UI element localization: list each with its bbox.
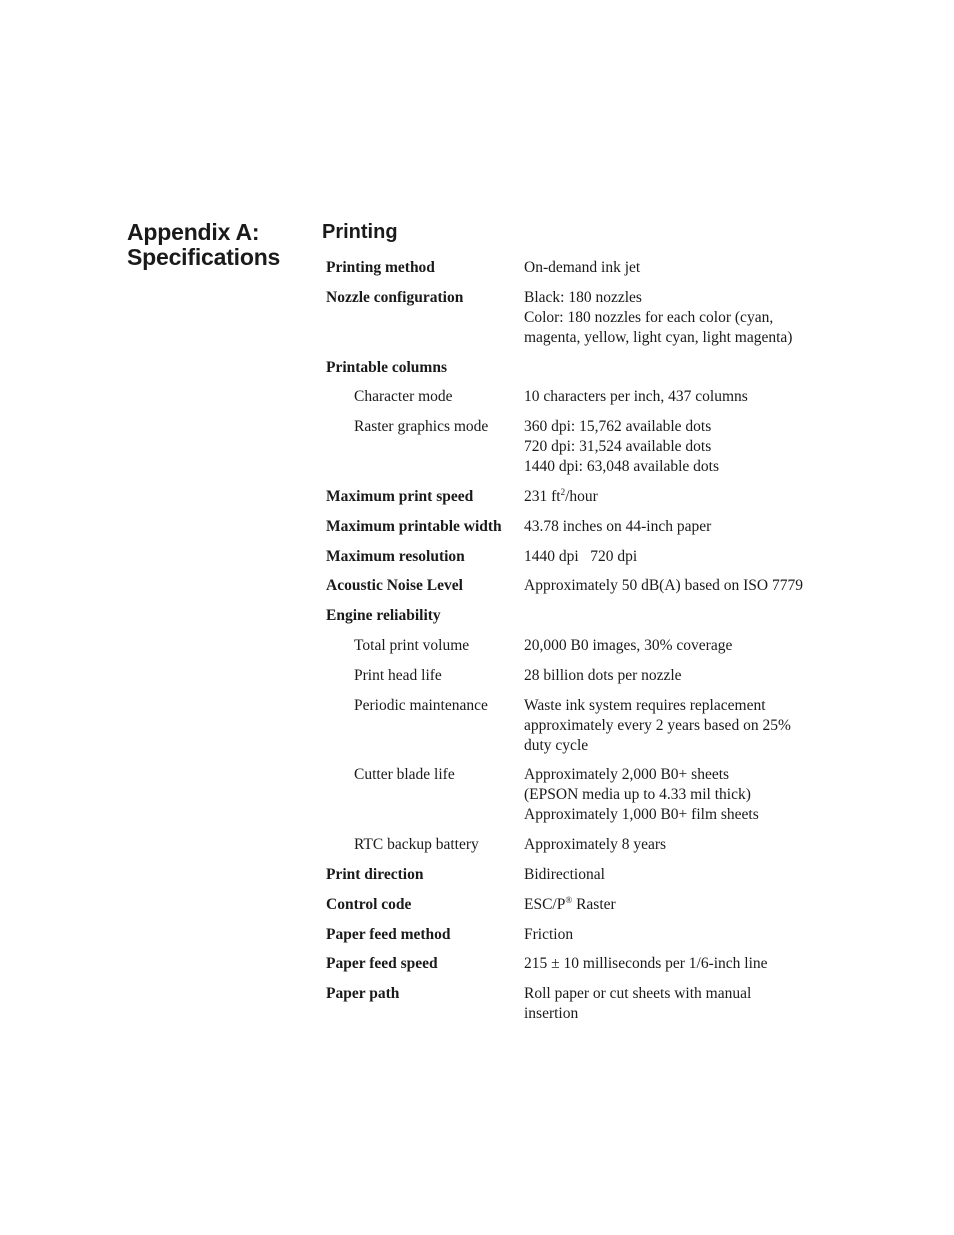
spec-value-line: (EPSON media up to 4.33 mil thick): [524, 786, 751, 804]
registered-mark: ®: [565, 894, 573, 905]
spec-label: Printing method: [326, 259, 435, 276]
spec-row-cutter-blade-life: [326, 765, 846, 825]
spec-value-line: On-demand ink jet: [524, 259, 641, 276]
spec-sublabel: Character mode: [354, 388, 453, 406]
spec-value-line: 215 ± 10 milliseconds per 1/6-inch line: [524, 955, 768, 973]
spec-row-total-print-volume: [326, 636, 846, 656]
spec-value-line: 43.78 inches on 44-inch paper: [524, 517, 712, 535]
spec-value-line: Friction: [524, 925, 574, 943]
spec-value: [524, 865, 846, 885]
spec-value-line: insertion: [524, 1005, 579, 1023]
spec-value-line: Approximately 1,000 B0+ film sheets: [524, 806, 759, 824]
spec-value: [524, 925, 846, 945]
spec-value: [524, 666, 846, 686]
spec-value: [524, 696, 846, 756]
spec-value: [524, 984, 846, 1024]
spec-label: Paper feed method: [326, 925, 451, 943]
spec-row-raster-graphics-mode: [326, 417, 846, 477]
spec-row-character-mode: [326, 387, 846, 407]
spec-label: Print direction: [326, 865, 424, 883]
spec-row-maximum-print-speed: [326, 487, 846, 507]
spec-row-printable-columns: [326, 358, 846, 378]
spec-sublabel: Periodic maintenance: [354, 696, 488, 714]
spec-row-print-direction: [326, 865, 846, 885]
spec-value-text: ESC/P: [524, 895, 566, 913]
spec-label: Maximum resolution: [326, 547, 465, 565]
spec-value: [524, 487, 846, 507]
spec-label: Printable columns: [326, 358, 447, 376]
spec-value-line: duty cycle: [524, 736, 589, 754]
spec-value-text: 231 ft: [524, 487, 561, 505]
spec-row-paper-feed-speed: [326, 954, 846, 974]
spec-value: [524, 387, 846, 407]
spec-value: [524, 547, 846, 567]
spec-value: [524, 517, 846, 537]
spec-value-line: Black: 180 nozzles: [524, 288, 642, 306]
spec-value-line: 1440 dpi: 63,048 available dots: [524, 458, 720, 476]
spec-value-line: 1440 dpi 720 dpi: [524, 547, 638, 565]
spec-label: Acoustic Noise Level: [326, 577, 463, 595]
spec-value-line: [524, 487, 846, 507]
spec-value-line: 10 characters per inch, 437 columns: [524, 388, 748, 406]
spec-sublabel: Total print volume: [354, 636, 470, 654]
spec-sublabel: Print head life: [354, 666, 442, 684]
spec-sublabel: Raster graphics mode: [354, 418, 489, 436]
spec-value-line: Color: 180 nozzles for each color (cyan,: [524, 308, 774, 326]
appendix-title: [127, 220, 317, 270]
spec-label: Nozzle configuration: [326, 288, 464, 306]
section-title: Printing: [322, 221, 398, 243]
appendix-title-line-1: Appendix A:: [127, 219, 260, 245]
spec-label: Paper path: [326, 985, 400, 1003]
spec-value: [524, 417, 846, 477]
spec-value: [524, 954, 846, 974]
spec-value-line: Approximately 2,000 B0+ sheets: [524, 766, 730, 784]
spec-value: [524, 636, 846, 656]
spec-value: [524, 288, 846, 348]
spec-value-line: Waste ink system requires replacement: [524, 696, 766, 714]
spec-row-paper-feed-method: [326, 925, 846, 945]
spec-value-text: Raster: [572, 895, 616, 913]
spec-value: [524, 835, 846, 855]
spec-label: Maximum printable width: [326, 517, 502, 535]
spec-sublabel: RTC backup battery: [354, 836, 479, 854]
spec-row-paper-path: [326, 984, 846, 1024]
spec-row-acoustic-noise-level: [326, 576, 846, 596]
spec-row-rtc-backup-battery: [326, 835, 846, 855]
spec-row-engine-reliability: [326, 606, 846, 626]
appendix-title-line-2: Specifications: [127, 244, 281, 270]
spec-value: [524, 258, 846, 278]
spec-row-print-head-life: [326, 666, 846, 686]
spec-value-line: 360 dpi: 15,762 available dots: [524, 418, 712, 436]
spec-value-text: /hour: [565, 487, 598, 505]
spec-value: [524, 576, 846, 596]
spec-value: [524, 606, 846, 626]
spec-value-line: [524, 895, 846, 915]
spec-label: Maximum print speed: [326, 487, 474, 505]
superscript: 2: [560, 486, 566, 497]
spec-sublabel: Cutter blade life: [354, 766, 455, 784]
spec-value-line: 28 billion dots per nozzle: [524, 666, 682, 684]
spec-value-line: Approximately 8 years: [524, 836, 667, 854]
spec-row-periodic-maintenance: [326, 696, 846, 756]
spec-value-line: 20,000 B0 images, 30% coverage: [524, 636, 733, 654]
spec-row-nozzle-configuration: [326, 288, 846, 348]
spec-label: Engine reliability: [326, 607, 441, 625]
spec-value-line: Approximately 50 dB(A) based on ISO 7779: [524, 577, 803, 595]
spec-row-maximum-printable-width: [326, 517, 846, 537]
spec-label: Paper feed speed: [326, 955, 438, 973]
spec-value-line: Roll paper or cut sheets with manual: [524, 985, 752, 1003]
spec-row-printing-method: [326, 258, 846, 278]
spec-row-maximum-resolution: [326, 547, 846, 567]
spec-value: [524, 358, 846, 378]
spec-value: [524, 895, 846, 915]
spec-value: [524, 765, 846, 825]
spec-value-line: 720 dpi: 31,524 available dots: [524, 438, 712, 456]
spec-table: [326, 258, 846, 1034]
spec-row-control-code: [326, 895, 846, 915]
spec-label: Control code: [326, 895, 412, 913]
spec-value-line: approximately every 2 years based on 25%: [524, 716, 791, 734]
spec-value-line: Bidirectional: [524, 865, 605, 883]
spec-value-line: magenta, yellow, light cyan, light magenta): [524, 328, 793, 346]
